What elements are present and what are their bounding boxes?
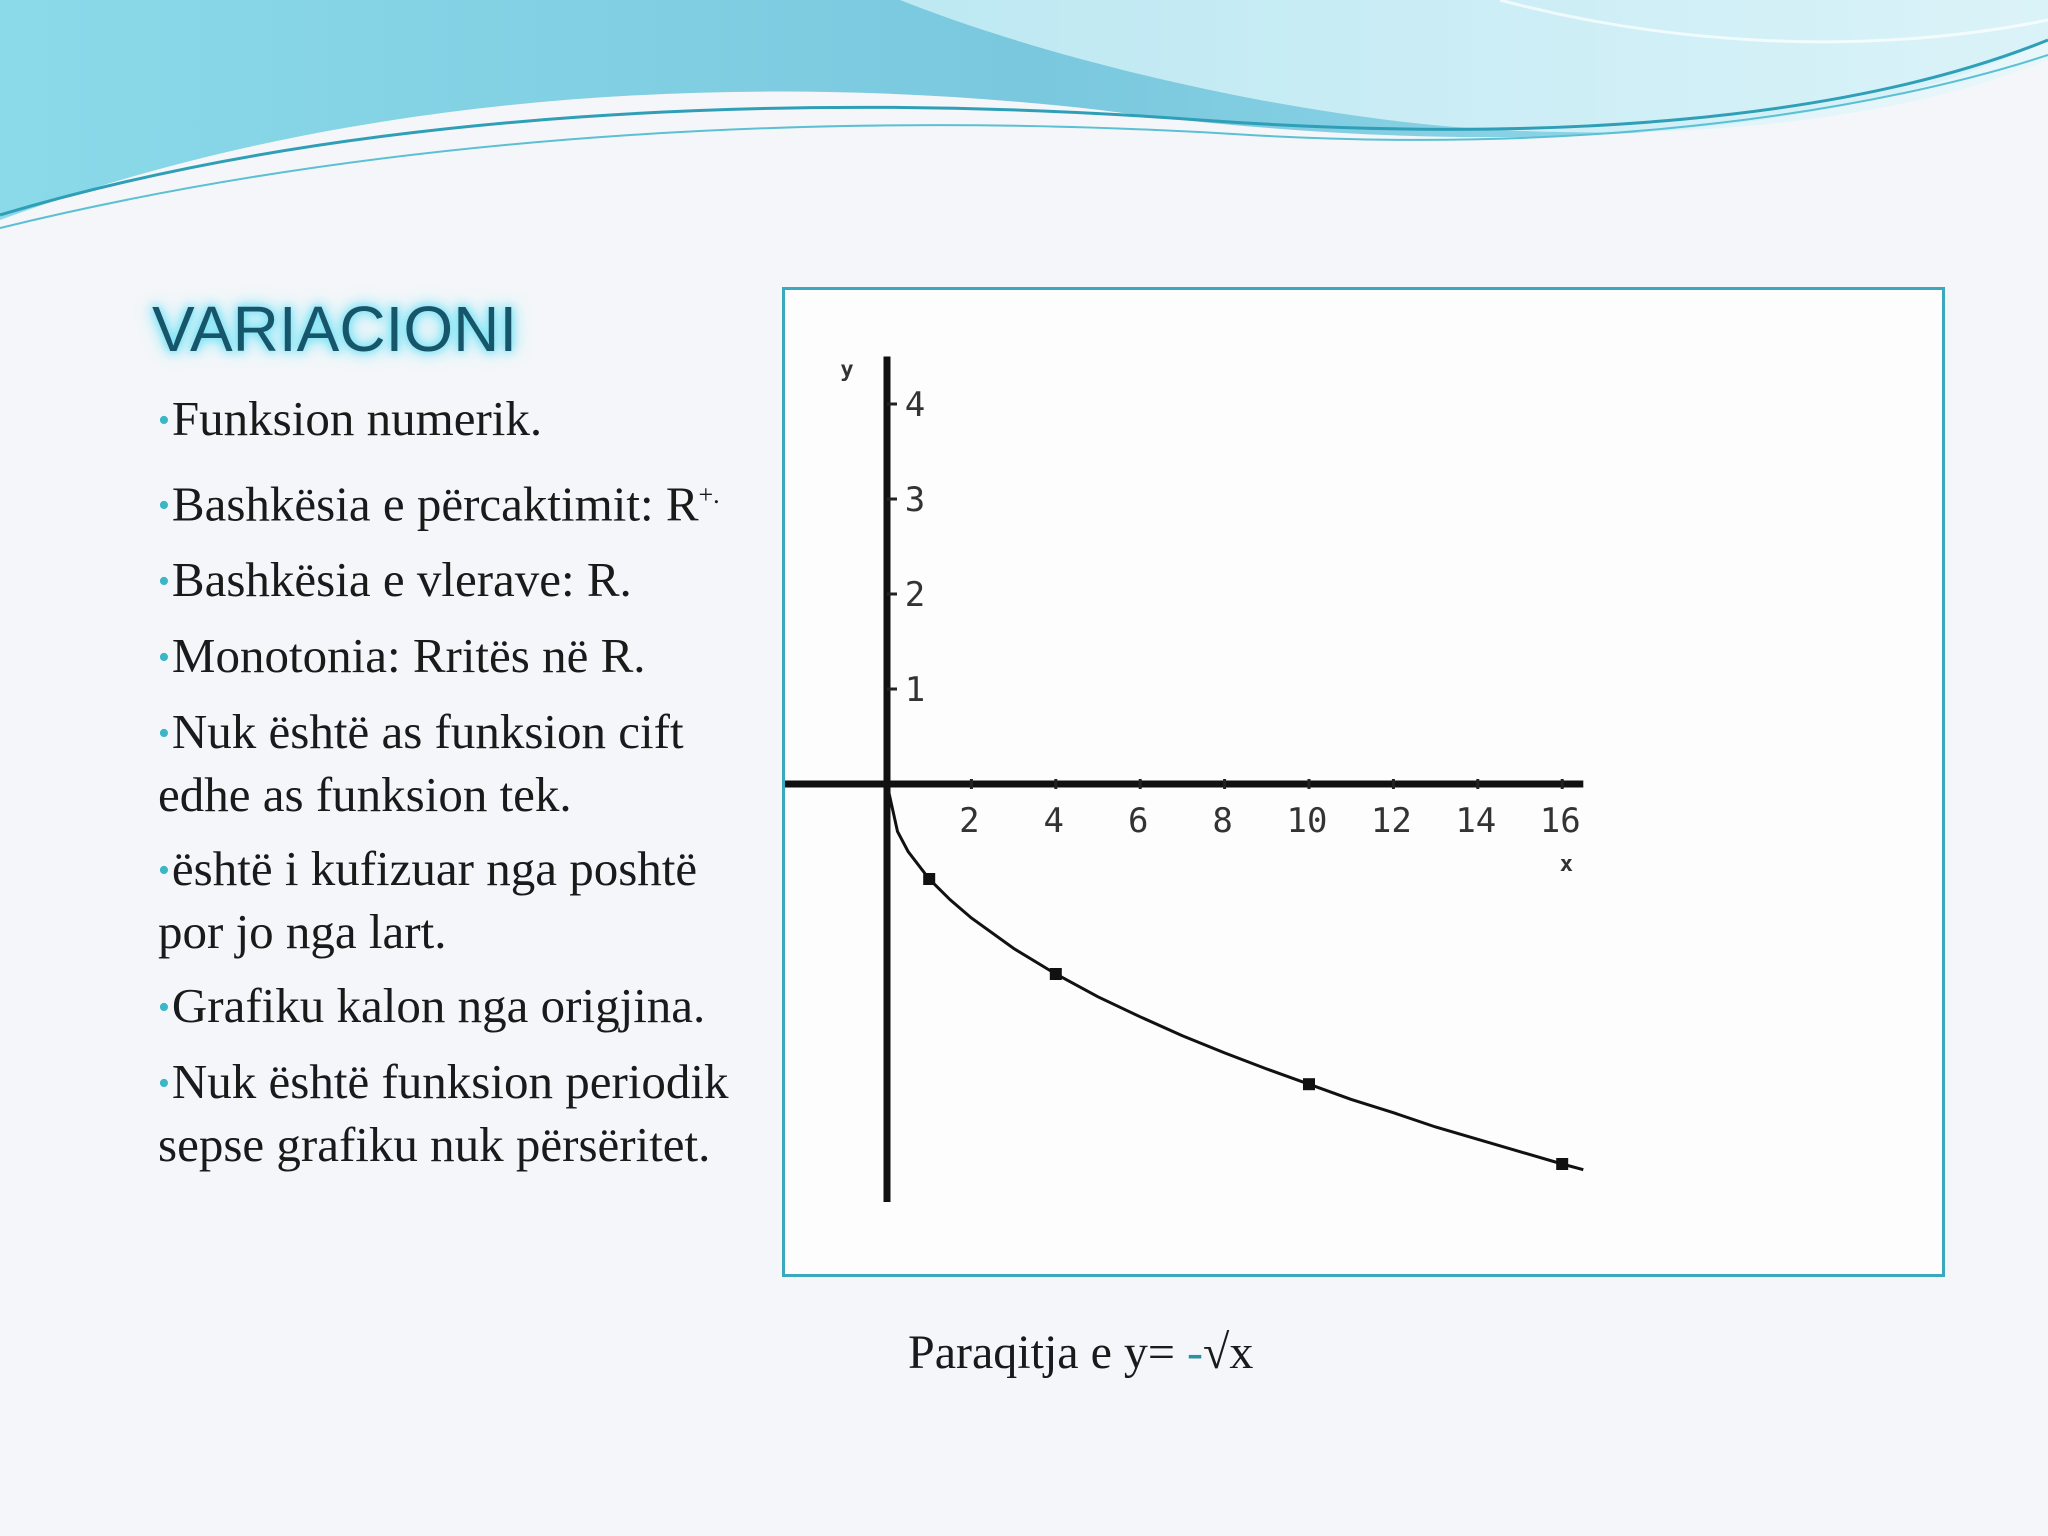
caption-expression: √x — [1202, 1326, 1254, 1379]
bullet-dot: • — [158, 639, 170, 677]
bullet-superscript: +. — [698, 480, 720, 509]
bullet-item — [158, 838, 758, 962]
header-waves-decoration — [0, 0, 2048, 240]
slide-title: VARIACIONI — [152, 293, 518, 365]
bullet-dot: • — [158, 715, 170, 753]
function-graph — [785, 290, 1942, 1274]
bullet-dot: • — [158, 402, 170, 439]
bullet-item — [158, 1051, 758, 1175]
bullet-text: Nuk është funksion periodik sepse grafiku nuk përsëritet. — [158, 1054, 729, 1173]
y-tick-label: 4 — [904, 385, 926, 425]
x-tick-label: 10 — [1286, 801, 1328, 841]
bullet-text: Grafiku kalon nga origjina. — [171, 978, 706, 1034]
x-tick-label: 6 — [1127, 801, 1149, 841]
data-point — [923, 873, 935, 885]
bullet-item — [158, 701, 758, 825]
x-tick-label: 2 — [959, 801, 980, 841]
bullet-item — [158, 388, 758, 451]
bullet-dot: • — [158, 487, 170, 525]
graph-frame — [782, 287, 1945, 1277]
bullet-item — [158, 975, 758, 1038]
data-point — [1303, 1078, 1315, 1090]
bullet-item — [158, 549, 758, 612]
caption-prefix: Paraqitja e y= — [908, 1326, 1187, 1379]
bullet-dot: • — [158, 1065, 170, 1103]
data-point — [1556, 1158, 1568, 1170]
graph-caption — [908, 1325, 1253, 1380]
y-axis-label: y — [840, 357, 854, 383]
x-axis-label: x — [1559, 852, 1574, 877]
x-tick-label: 8 — [1212, 801, 1233, 841]
bullet-dot: • — [158, 989, 170, 1027]
bullet-list — [158, 388, 758, 1188]
bullet-item — [158, 625, 758, 688]
data-point — [1050, 968, 1062, 980]
x-tick-label: 16 — [1539, 801, 1581, 841]
bullet-text: Bashkësia e përcaktimit: R — [171, 476, 699, 532]
y-tick-label: 2 — [904, 575, 926, 615]
x-tick-label: 14 — [1455, 801, 1497, 841]
bullet-dot: • — [158, 563, 170, 601]
bullet-text: Nuk është as funksion cift edhe as funksion tek. — [158, 704, 684, 823]
bullet-text: Monotonia: Rritës në R. — [171, 628, 646, 684]
x-tick-label: 12 — [1370, 801, 1412, 841]
bullet-item — [158, 464, 758, 536]
y-tick-label: 3 — [904, 480, 926, 520]
series-line — [887, 784, 1583, 1170]
x-tick-label: 4 — [1043, 801, 1065, 841]
bullet-text: Bashkësia e vlerave: R. — [171, 552, 632, 608]
bullet-text: është i kufizuar nga poshtë por jo nga lart. — [158, 841, 698, 960]
y-tick-label: 1 — [904, 670, 926, 710]
caption-minus: - — [1186, 1326, 1203, 1379]
bullet-dot: • — [158, 852, 170, 890]
bullet-text: Funksion numerik. — [171, 391, 543, 446]
